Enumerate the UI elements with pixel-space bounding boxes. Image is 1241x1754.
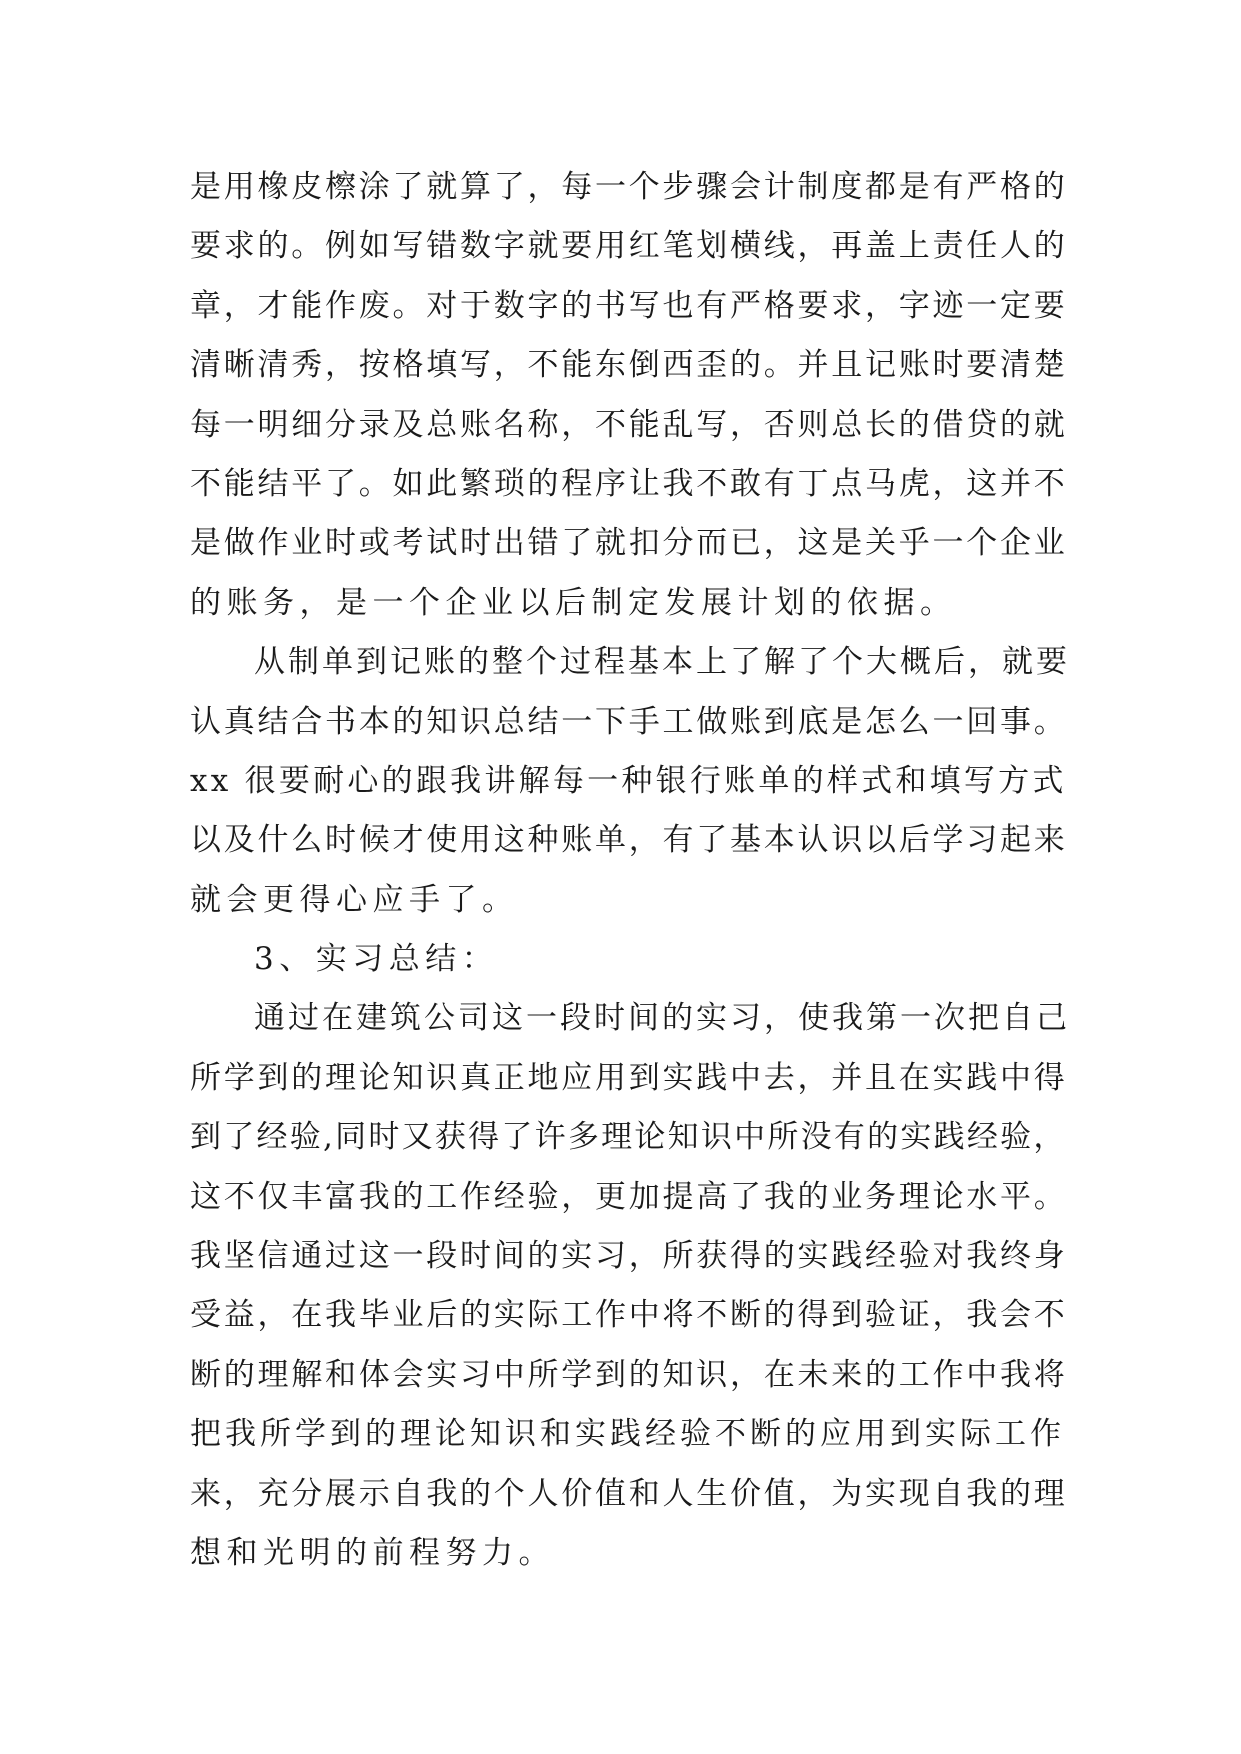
text-line: xx 很要耐心的跟我讲解每一种银行账单的样式和填写方式	[190, 762, 1067, 799]
text-line: 所学到的理论知识真正地应用到实践中去，并且在实践中得	[190, 1059, 1068, 1096]
text-line: 要求的。例如写错数字就要用红笔划横线，再盖上责任人的	[190, 228, 1068, 265]
text-line: 从制单到记账的整个过程基本上了解了个大概后，就要	[254, 644, 1070, 681]
text-line: 想和光明的前程努力。	[190, 1534, 555, 1571]
text-line: 这不仅丰富我的工作经验，更加提高了我的业务理论水平。	[190, 1178, 1068, 1215]
text-line: 通过在建筑公司这一段时间的实习，使我第一次把自己	[254, 1000, 1070, 1037]
text-line: 以及什么时候才使用这种账单，有了基本认识以后学习起来	[190, 822, 1068, 859]
text-line: 我坚信通过这一段时间的实习，所获得的实践经验对我终身	[190, 1238, 1068, 1275]
text-line: 章，才能作废。对于数字的书写也有严格要求，字迹一定要	[190, 287, 1068, 324]
document-body	[190, 158, 1070, 1583]
text-line: 3、实习总结：	[254, 941, 499, 978]
text-line: 的账务，是一个企业以后制定发展计划的依据。	[190, 584, 957, 621]
text-line: 把我所学到的理论知识和实践经验不断的应用到实际工作	[190, 1416, 1065, 1453]
text-line: 认真结合书本的知识总结一下手工做账到底是怎么一回事。	[190, 703, 1068, 740]
text-line: 来，充分展示自我的个人价值和人生价值，为实现自我的理	[190, 1475, 1068, 1512]
text-line: 到了经验,同时又获得了许多理论知识中所没有的实践经验，	[190, 1119, 1067, 1156]
text-line: 每一明细分录及总账名称，不能乱写，否则总长的借贷的就	[190, 406, 1068, 443]
text-line: 受益，在我毕业后的实际工作中将不断的得到验证，我会不	[190, 1297, 1068, 1334]
text-line: 不能结平了。如此繁琐的程序让我不敢有丁点马虎，这并不	[190, 465, 1068, 502]
text-line: 就会更得心应手了。	[190, 881, 519, 918]
text-line: 断的理解和体会实习中所学到的知识，在未来的工作中我将	[190, 1356, 1068, 1393]
text-line: 是用橡皮檫涂了就算了，每一个步骤会计制度都是有严格的	[190, 169, 1068, 205]
text-line: 清晰清秀，按格填写，不能东倒西歪的。并且记账时要清楚	[190, 347, 1068, 384]
text-line: 是做作业时或考试时出错了就扣分而已，这是关乎一个企业	[190, 525, 1068, 562]
